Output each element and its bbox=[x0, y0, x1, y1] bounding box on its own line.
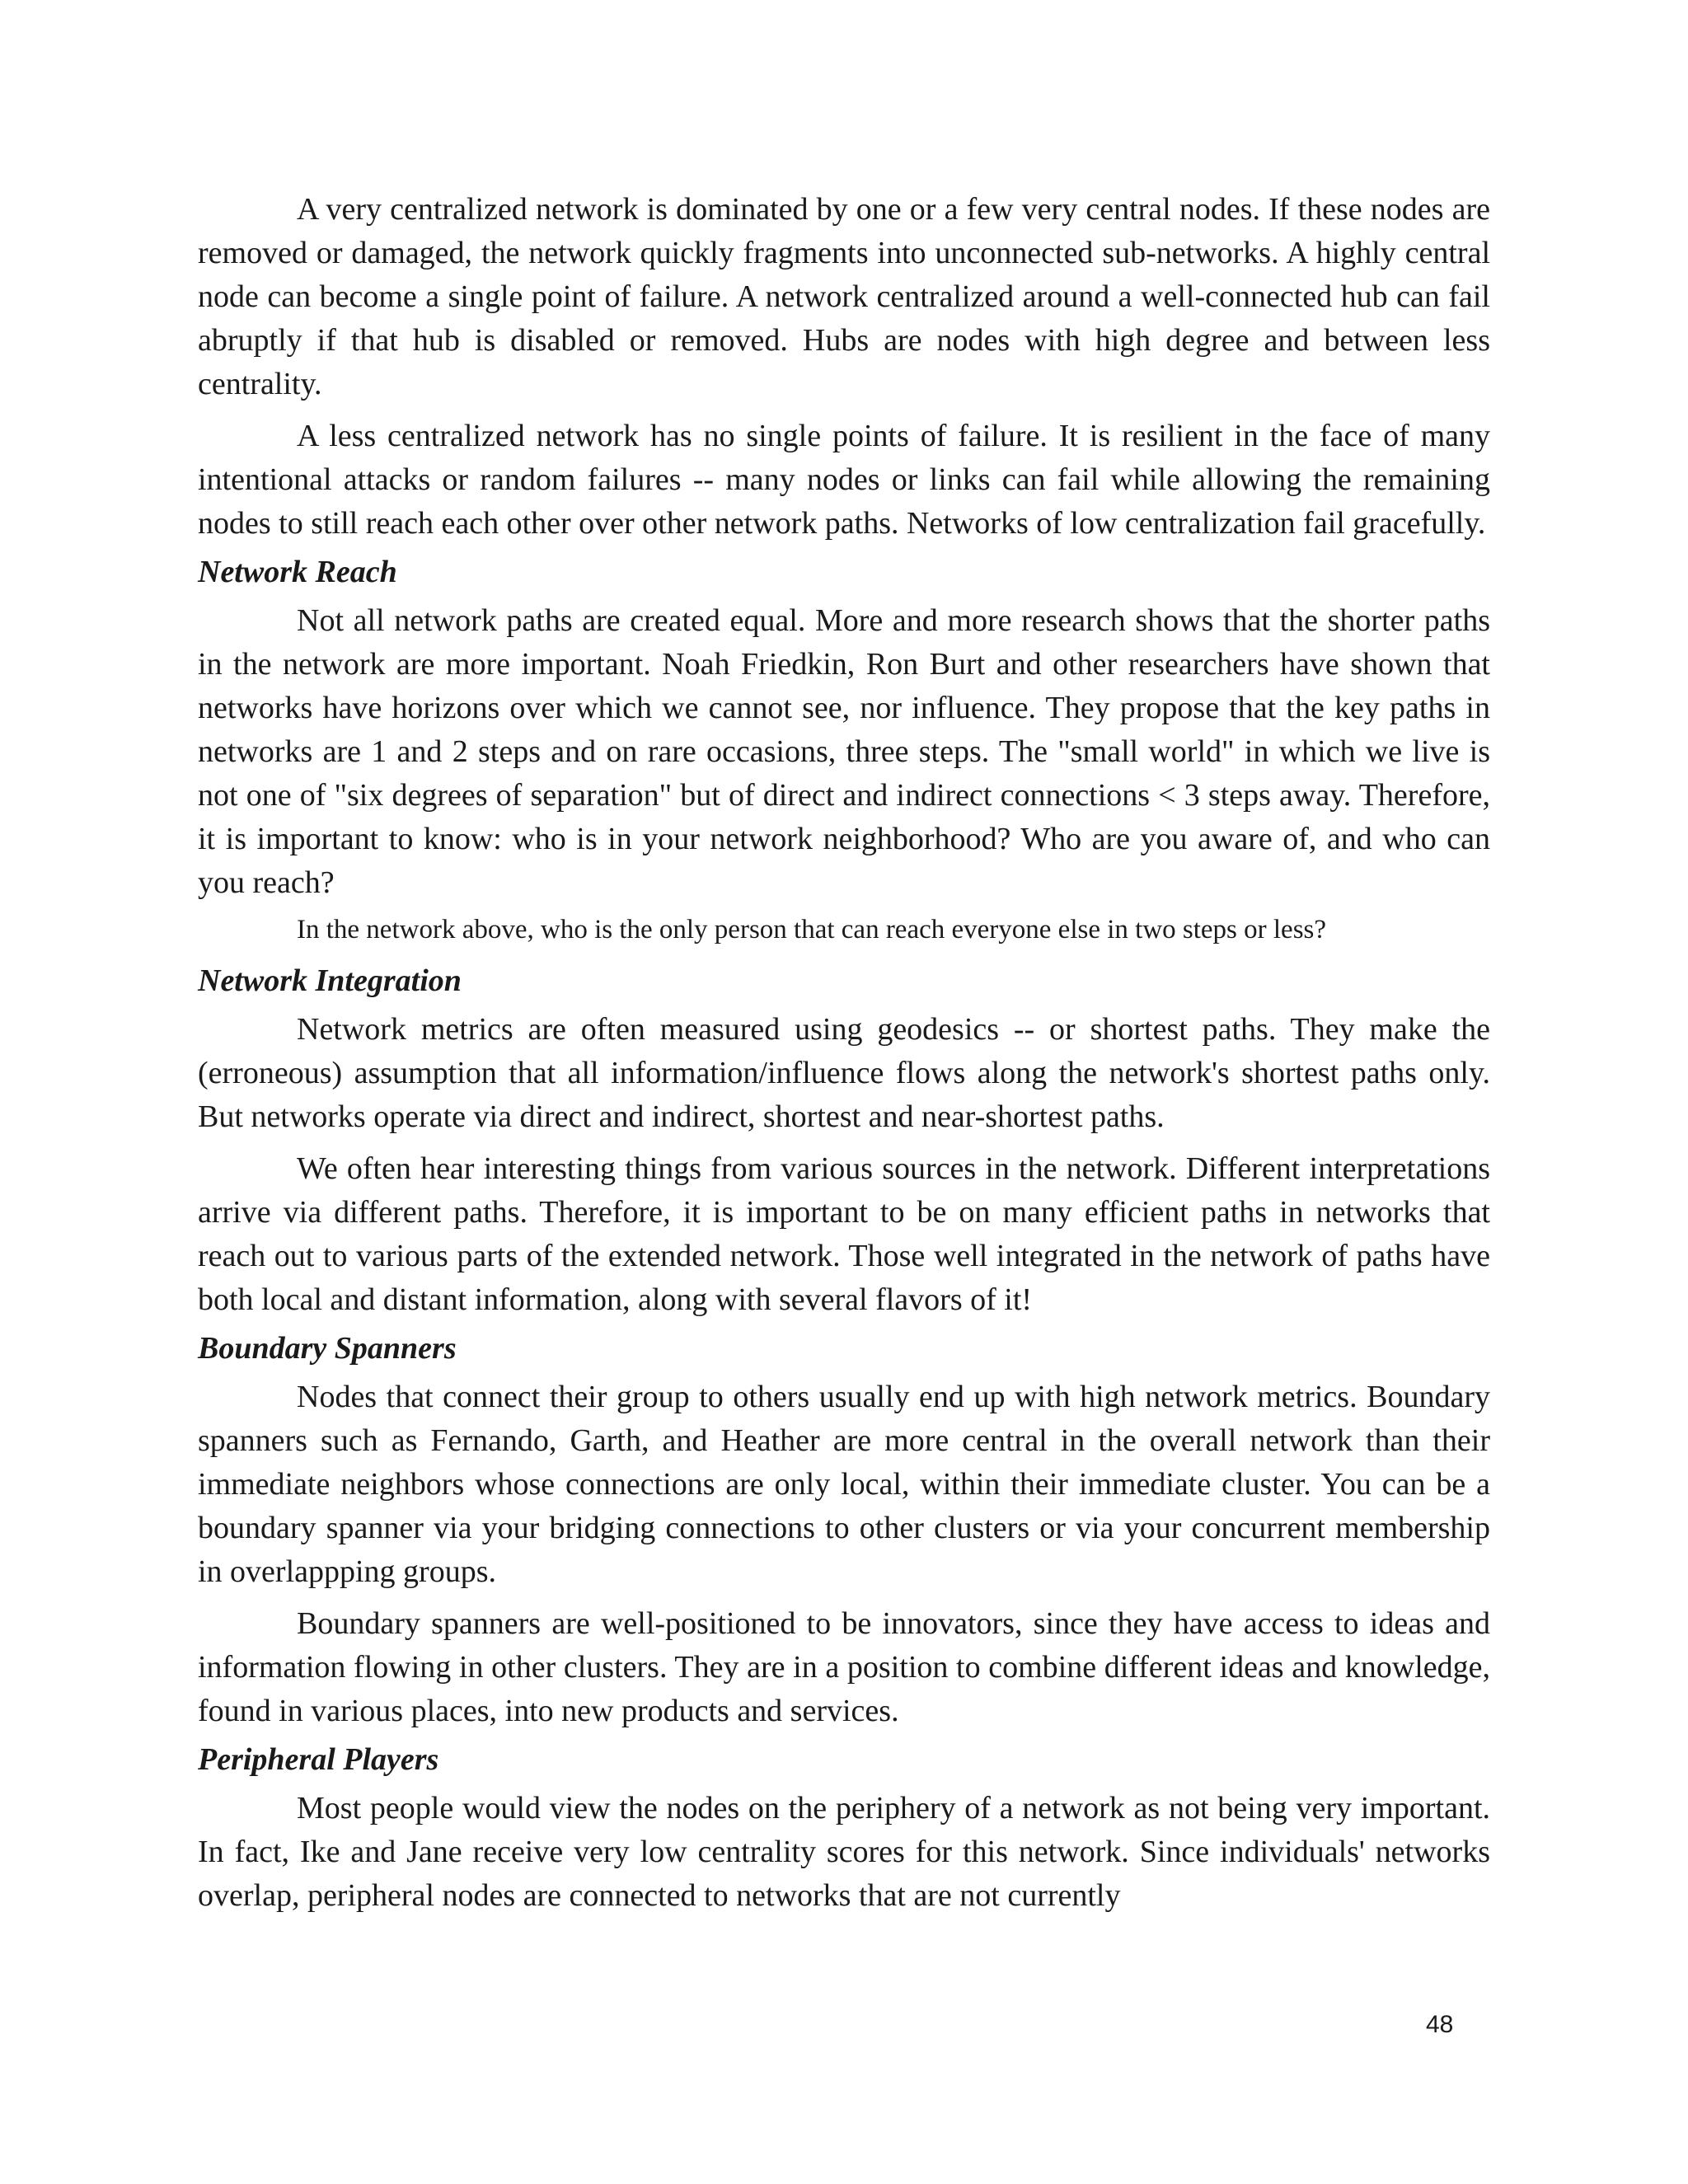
page-number: 48 bbox=[1426, 2011, 1454, 2038]
paragraph-peripheral-players: Most people would view the nodes on the periphery of a network as not being very important. In fact, Ike and Jane receive very low centrality scores for this network. Since individuals' networks overlap, peripheral nodes are connected to networks that are not currently bbox=[198, 1791, 1490, 1913]
page-body bbox=[198, 188, 1490, 1926]
paragraph-less-centralized-network: A less centralized network has no single points of failure. It is resilient in the face of many intentional attacks or random failures -- many nodes or links can fail while allowing the remaining nodes to still reach each other over other network paths. Networks of low centralization fail gracefully. bbox=[198, 419, 1490, 541]
heading-network-reach: Network Reach bbox=[198, 555, 397, 589]
question-reach: In the network above, who is the only person that can reach everyone else in two steps or less? bbox=[297, 915, 1327, 944]
heading-peripheral-players: Peripheral Players bbox=[198, 1742, 439, 1777]
paragraph-network-reach: Not all network paths are created equal. More and more research shows that the shorter paths in the network are more important. Noah Friedkin, Ron Burt and other researchers have shown that networks have horizons over which we cannot see, nor influence. They propose that the key paths in networks are 1 and 2 steps and on rare occasions, three steps. The "small world" in which we live is not one of "six degrees of separation" but of direct and indirect connections < 3 steps away. Therefore, it is important to know: who is in your network neighborhood? Who are you aware of, and who can you reach? bbox=[198, 603, 1490, 900]
heading-network-integration: Network Integration bbox=[198, 963, 462, 998]
paragraph-efficient-paths: We often hear interesting things from various sources in the network. Different interpretations arrive via different paths. Therefore, it is important to be on many efficient paths in networks that reach out to various parts of the extended network. Those well integrated in the network of paths have both local and distant information, along with several flavors of it! bbox=[198, 1151, 1490, 1317]
paragraph-innovators: Boundary spanners are well-positioned to be innovators, since they have access to ideas and information flowing in other clusters. They are in a position to combine different ideas and knowledge, found in various places, into new products and services. bbox=[198, 1606, 1490, 1728]
paragraph-centralized-network: A very centralized network is dominated by one or a few very central nodes. If these nodes are removed or damaged, the network quickly fragments into unconnected sub-networks. A highly central node can become a single point of failure. A network centralized around a well-connected hub can fail abruptly if that hub is disabled or removed. Hubs are nodes with high degree and between less centrality. bbox=[198, 192, 1490, 401]
paragraph-boundary-spanners: Nodes that connect their group to others usually end up with high network metrics. Boundary spanners such as Fernando, Garth, and Heather are more central in the overall network than their immediate neighbors whose connections are only local, within their immediate cluster. You can be a boundary spanner via your bridging connections to other clusters or via your concurrent membership in overlappping groups. bbox=[198, 1380, 1490, 1589]
paragraph-geodesics: Network metrics are often measured using geodesics -- or shortest paths. They make the (erroneous) assumption that all information/influence flows along the network's shortest paths only. But networks operate via direct and indirect, shortest and near-shortest paths. bbox=[198, 1012, 1490, 1134]
heading-boundary-spanners: Boundary Spanners bbox=[198, 1331, 457, 1366]
